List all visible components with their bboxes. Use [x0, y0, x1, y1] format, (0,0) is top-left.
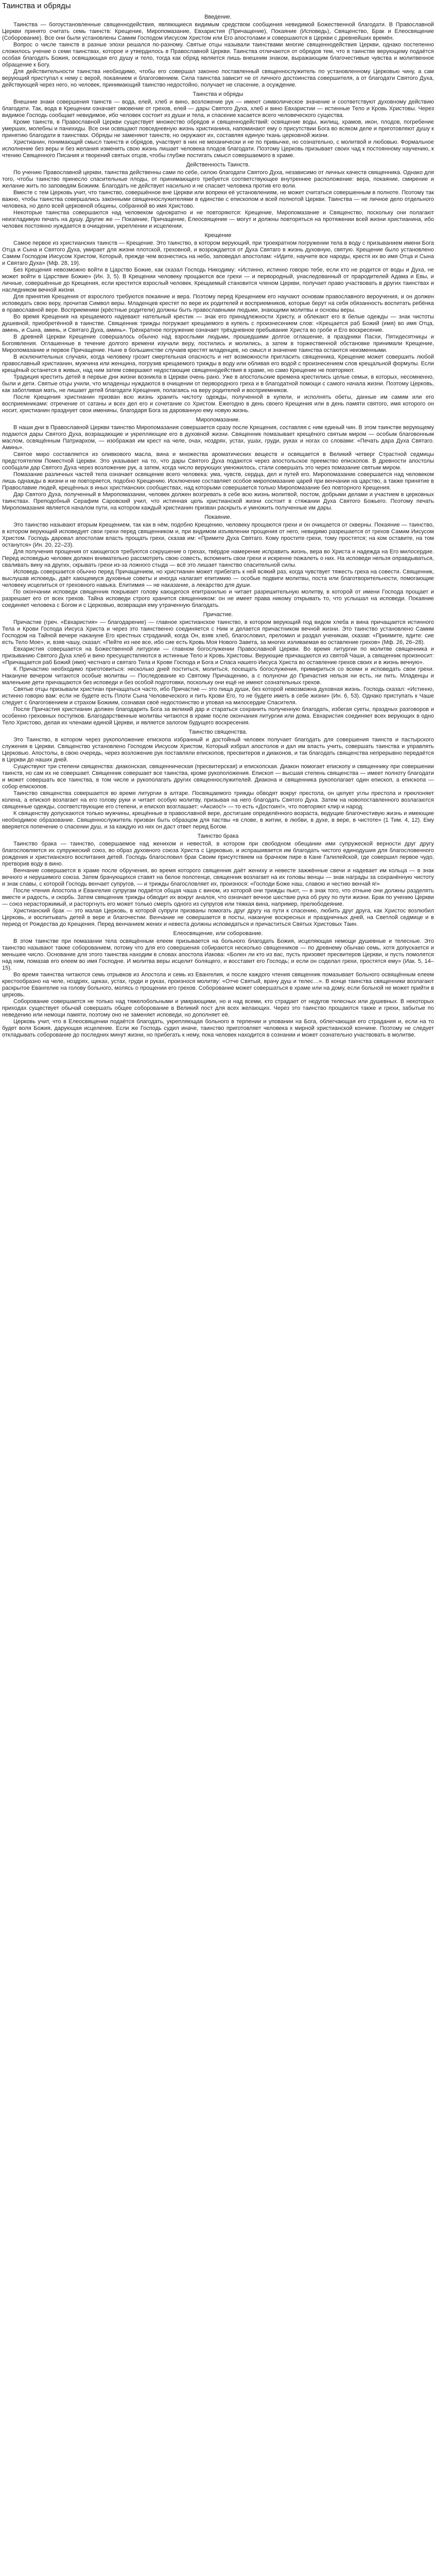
section-title: Действенность Таинств. [186, 162, 250, 168]
paragraph: К Причастию необходимо приготовиться: несколько дней поститься, молиться, посещать богослужения, примириться со всеми и исповедать свои грехи. Накануне вечером читаются особые молитвы — Последование ко Святому Причащению, а с полуночи до Причастия нельзя ни есть, ни пить. Младенцы и маленькие дети причащаются без исповеди и без особой подготовки, поскольку они ещё не имеют сознательных грехов. [2, 666, 434, 686]
paragraph: Существуют три степени священства: диаконская, священническая (пресвитерская) и епископская. Диакон помогает епископу и священнику при совершении таинств, но сам их не совершает. Священник совершает все таинства, кроме рукоположения. Епископ — высшая степень священства — имеет полноту благодати и может совершать все таинства, в том числе и рукополагать других священнослужителей. Диакона и священника рукополагает один епископ, а епископа — собор епископов. [2, 764, 434, 790]
paragraph: Во время таинства читаются семь отрывков из Апостола и семь из Евангелия, и после каждого чтения священник помазывает больного освящённым елеем крестообразно на челе, ноздрях, щеках, устах, груди и руках, произнося молитву: «Отче Святый, врачу душ и телес…». В конце таинства священники возлагают раскрытое Евангелие на голову больного, молясь о прощении его грехов. Соборование может совершаться в храме или на дому, если больной не может прийти в церковь. [2, 972, 434, 998]
paragraph: В этом таинстве при помазании тела освящённым елеем призывается на больного благодать Божия, исцеляющая немощи душевные и телесные. Это таинство называют также соборованием, потому что для его совершения собираются несколько священников — по древнему обычаю семь, хотя допускается и меньшее число. Основание для этого таинства находим в словах апостола Иакова: «Болен ли кто из вас, пусть призовет пресвитеров Церкви, и пусть помолятся над ним, помазав его елеем во имя Господне. И молитва веры исцелит болящего, и восставит его Господь; и если он соделал грехи, простятся ему» (Иак. 5, 14–15). [2, 938, 434, 971]
paragraph: Евхаристия совершается на Божественной литургии — главном богослужении Православной Церкви. Во время литургии по молитве священника и призыванию Святого Духа хлеб и вино пресуществляются в истинные Тело и Кровь Христовы. Верующие причащаются из святой Чаши, а священник произносит: «Причащается раб Божий (имя) честнаго и святаго Тела и Крове Господа и Бога и Спаса нашего Иисуса Христа во оставление грехов своих и в жизнь вечную». [2, 646, 434, 666]
paragraph: Соборование совершается не только над тяжелобольными и умирающими, но и над всеми, кто страдает от недугов телесных или душевных. В некоторых приходах существует обычай совершать общее соборование в Великий пост для всех желающих. Через это таинство прощаются также и грехи, забытые по неведению или немощи памяти, поэтому оно не заменяет исповеди, но дополняет её. [2, 998, 434, 1018]
paragraph: Таинство брака — таинство, совершаемое над женихом и невестой, в котором при свободном обещании ими супружеской верности друг другу благословляется их супружеский союз, во образ духовного союза Христа с Церковью, и испрашивается им благодать чистого единодушия для благословенного рождения и христианского воспитания детей. Господь благословил брак Своим присутствием на брачном пире в Кане Галилейской, где совершил первое чудо, претворив воду в вино. [2, 841, 434, 867]
paragraph: Венчание совершается в храме после обручения, во время которого священник даёт жениху и невесте зажжённые свечи и надевает им кольца — в знак вечного и нерушимого союза. Затем брачующихся ставят на белое полотенце, священник возлагает на их головы венцы — знак награды за сохранённую чистоту и знак славы, с которой Господь венчает супругов, — и трижды благословляет их, произнося: «Господи Боже наш, славою и честию венчай я!» [2, 868, 434, 887]
paragraph: К священству допускаются только мужчины, крещённые в православной вере, достигшие определённого возраста, ведущие благочестивую жизнь и имеющие необходимое образование. Священнослужитель призван быть образцом для паствы «в слове, в житии, в любви, в духе, в вере, в чистоте» (1 Тим. 4, 12). Ему вверяется попечение о спасении душ, и за каждую из них он даст ответ перед Богом. [2, 810, 434, 830]
paragraph: После Причастия христианин должен благодарить Бога за великий дар и стараться сохранить полученную благодать, избегая суеты, праздных разговоров и особенно греховных поступков. Благодарственные молитвы читаются в храме после окончания литургии или дома. Евхаристия соединяет всех верующих в одно Тело Христово, делая их членами единой Церкви, и является залогом будущего воскресения. [2, 706, 434, 726]
paragraph: Традиция крестить детей в первые дни жизни возникла в Церкви очень рано. Уже в апостольские времена крестились целые семьи, в которых, несомненно, были и дети. Святые отцы учили, что младенцы нуждаются в очищении от первородного греха и в благодатной помощи с самого начала жизни. Поэтому Церковь, как заботливая мать, не лишает детей благодати Крещения, полагаясь на веру родителей и восприемников. [2, 374, 434, 394]
paragraph: Без Крещения невозможно войти в Царство Божие, как сказал Господь Никодиму: «Истинно, истинно говорю тебе, если кто не родится от воды и Духа, не может войти в Царствие Божие» (Ин. 3, 5). В Крещении человеку прощаются все грехи — и первородный, унаследованный от прародителей Адама и Евы, и личные, совершённые до Крещения, если крестится взрослый человек. Крещаемый становится членом Церкви, получает право участвовать в других таинствах и наследником вечной жизни. [2, 267, 434, 293]
section-title: Таинство священства. [188, 729, 248, 735]
paragraph: По учению Православной церкви, таинства действенны сами по себе, силою благодати Святого Духа, независимо от личных качеств священника. Однако для того, чтобы таинство принесло спасительные плоды, от принимающего требуется соответствующее внутреннее расположение: вера, покаяние, смирение и желание жить по заповедям Божиим. Благодать не действует насильно и не спасает человека против его воли. [2, 170, 434, 189]
paragraph: Христианский брак — это малая Церковь, в которой супруги призваны помогать друг другу на пути к спасению, любить друг друга, как Христос возлюбил Церковь, и воспитывать детей в вере и благочестии. Венчание не совершается в посты, накануне воскресных и праздничных дней, на Светлой седмице и в период от Рождества до Крещения. Перед венчанием жених и невеста должны исповедаться и причаститься Святых Христовых Таин. [2, 908, 434, 927]
paragraph: Помазание различных частей тела означает освящение всего человека: ума, чувств, сердца, дел и путей его. Миропомазание совершается над человеком лишь однажды в жизни и не повторяется, подобно Крещению. Исключение составляет особое миропомазание царей при венчании на царство, а также принятие в Православие людей, крещённых в иных христианских сообществах, над которыми совершается только Миропомазание без повторного Крещения. [2, 471, 434, 491]
article-body [2, 13, 434, 1039]
paragraph: Таинство священства совершается во время литургии в алтаре. Посвящаемого трижды обводят вокруг престола, он целует углы престола и преклоняет колена, а епископ возлагает на его голову руки и читает особую молитву, призывая на него благодать Святого Духа. Затем на новопоставленного возлагаются священные одежды, соответствующие его степени, и епископ возглашает: «Аксиос!» — то есть «Достоин!», что повторяют клир и народ. [2, 790, 434, 810]
paragraph: В наши дни в Православной Церкви таинство Миропомазания совершается сразу после Крещения, составляя с ним единый чин. В этом таинстве верующему подаются дары Святого Духа, возращающие и укрепляющие его в духовной жизни. Священник помазывает крещёного святым миром — особым благовонным маслом, освящённым Патриархом, — изображая им крест на челе, очах, ноздрях, устах, ушах, груди, руках и ногах со словами: «Печать дара Духа Святаго. Аминь». [2, 425, 434, 451]
paragraph: Для действительности таинства необходимо, чтобы его совершал законно поставленный священнослужитель по установленному Церковью чину, а сам верующий приступал к нему с верой, покаянием и благоговением. Сила таинства зависит не от личного достоинства совершителя, а от благодати Святого Духа, действующей через него, но человек, принимающий таинство недостойно, получает не спасение, а осуждение. [2, 69, 434, 88]
paragraph: Для получения прощения от кающегося требуются сокрушение о грехах, твёрдое намерение исправить жизнь, вера во Христа и надежда на Его милосердие. Перед исповедью человек должен внимательно рассмотреть свою совесть, вспомнить свои грехи и искренне пожалеть о них. На исповеди нельзя оправдываться, сваливать вину на других, скрывать грехи из-за ложного стыда — всё это лишает таинство спасительной силы. [2, 549, 434, 568]
paragraph: Таинства — богоустановленные священнодействия, являющиеся видимым средством сообщения невидимой Божественной благодати. В Православной Церкви принято считать семь таинств: Крещение, Миропомазание, Евхаристия (Причащение), Покаяние (Исповедь), Священство, Брак и Елеосвящение (Соборование). Все они были установлены Самим Господом Иисусом Христом или Его апостолами и совершаются в Церкви с древнейших времён. [2, 22, 434, 41]
paragraph: После Крещения христианин призван всю жизнь хранить чистоту одежды, полученной в купели, и исполнять обеты, данные им самим или его восприемниками: отречение от сатаны и всех дел его и сочетание со Христом. Ежегодно в день своего Крещения или в день памяти святого, имя которого он носит, христианин празднует свои именины, благодаря Бога за дарованную ему новую жизнь. [2, 394, 434, 414]
paragraph: Внешние знаки совершения таинств — вода, елей, хлеб и вино, возложение рук — имеют символическое значение и соответствуют духовному действию благодати. Так, вода в Крещении означает омовение от грехов, елей — дары Святого Духа, хлеб и вино Евхаристии — истинные Тело и Кровь Христовы. Через видимое Господь сообщает невидимое, ибо человек состоит из души и тела, и спасение касается всего человеческого существа. [2, 99, 434, 118]
section-title: Покаяние. [204, 514, 232, 520]
paragraph: Святое миро составляется из оливкового масла, вина и множества ароматических веществ и освящается в Великий четверг Страстной седмицы предстоятелем Поместной Церкви. Это указывает на то, что дары Святого Духа подаются через апостольское преемство епископов. В древности апостолы сообщали дар Святого Духа через возложение рук, а затем, когда число верующих умножилось, стали совершать это через помазание святым миром. [2, 451, 434, 471]
paragraph: Во время Крещения на крещаемого надевают нательный крестик — знак его принадлежности Христу, и облекают его в белые одежды — знак чистоты душевной, приобретённой в таинстве. Священник трижды погружает крещаемого в купель с произнесением слов: «Крещается раб Божий (имя) во имя Отца, аминь, и Сына, аминь, и Святаго Духа, аминь». Трёхкратное погружение означает трёхдневное пребывание Христа во гробе и Его воскресение. [2, 314, 434, 333]
section-title: Елеосвящение, или соборование. [173, 930, 263, 937]
paragraph: Дар Святого Духа, полученный в Миропомазании, человек должен возгревать в себе всю жизнь молитвой, постом, добрыми делами и участием в церковных таинствах. Преподобный Серафим Саровский учил, что истинная цель христианской жизни состоит в стяжании Духа Святого Божьего. Поэтому печать Миропомазания является началом пути, на котором каждый христианин призван раскрыть и умножить полученные им дары. [2, 492, 434, 511]
section-title: Таинства и обряды [193, 91, 243, 97]
page [0, 0, 436, 1045]
paragraph: Самое первое из христианских таинств — Крещение. Это таинство, в котором верующий, при троекратном погружении тела в воду с призыванием имени Бога Отца и Сына и Святого Духа, умирает для жизни плотской, греховной, и возрождается от Духа Святаго в жизнь духовную, святую. Крещение было установлено Самим Господом Иисусом Христом, Который, прежде чем вознестись на небо, заповедал апостолам: «Идите, научите все народы, крестя их во имя Отца и Сына и Святаго Духа» (Мф. 28, 19). [2, 240, 434, 266]
paragraph: Это таинство называют вторым Крещением, так как в нём, подобно Крещению, человеку прощаются грехи и он очищается от скверны. Покаяние — таинство, в котором верующий исповедует свои грехи перед священником и, при видимом изъявлении прощения от него, невидимо разрешается от грехов Самим Иисусом Христом. Господь даровал апостолам власть прощать грехи, сказав им: «Примите Духа Святаго. Кому простите грехи, тому простятся; на ком оставите, на том останутся» (Ин. 20, 22–23). [2, 522, 434, 548]
paragraph: По окончании исповеди священник покрывает голову кающегося епитрахилью и читает разрешительную молитву, в которой от имени Господа прощает и разрешает его от всех грехов. Тайна исповеди строго хранится священником: он не имеет права никому открывать то, что услышал на исповеди. Покаяние соединяет человека с Богом и с Церковью, возвращая ему утраченную благодать. [2, 589, 434, 608]
section-title: Причастие. [203, 612, 233, 618]
paragraph: Христианин, понимающий смысл таинств и обрядов, участвует в них не механически и не по привычке, но сознательно, с молитвой и любовью. Формальное исполнение без веры и без желания изменить свою жизнь лишает человека плодов благодати. Поэтому Церковь призывает своих чад к постоянному научению, к чтению Священного Писания и творений святых отцов, чтобы глубже постигать смысл совершаемого в храме. [2, 139, 434, 159]
paragraph: Церковь учит, что в Елеосвящении подаётся благодать, укрепляющая больного в терпении и уповании на Бога, облегчающая его страдания и, если на то будет воля Божия, дарующая исцеление. Если же Господь судил иначе, таинство приготовляет человека к мирной христианской кончине. Поэтому не следует откладывать соборование до последних минут жизни, но прибегать к нему, пока человек находится в сознании и может сознательно участвовать в молитве. [2, 1019, 434, 1038]
section-title: Таинство брака [197, 833, 239, 839]
paragraph: Причастие (греч. «Евхаристия» — благодарение) — главное христианское таинство, в котором верующий под видом хлеба и вина причащается истинного Тела и Крови Господа Иисуса Христа и через это таинственно соединяется с Ним и делается причастником вечной жизни. Это таинство установлено Самим Господом на Тайной вечере накануне Его крестных страданий, когда Он, взяв хлеб, благословил, преломил и раздал ученикам, сказав: «Приимите, ядите: сие есть Тело Мое», и, взяв чашу, сказал: «Пейте из нее все, ибо сие есть Кровь Моя Нового Завета, за многих изливаемая во оставление грехов» (Мф. 26, 26–28). [2, 619, 434, 646]
section-title: Введение. [204, 14, 232, 20]
paragraph: Для принятия Крещения от взрослого требуются покаяние и вера. Поэтому перед Крещением его научают основам православного вероучения, и он должен исповедать свою веру, прочитав Символ веры. Младенцев крестят по вере их родителей и восприемников, которые берут на себя обязанность воспитать ребёнка в православной вере. Восприемники (крёстные родители) должны быть православными людьми, знающими молитвы и основы веры. [2, 294, 434, 313]
section-title: Крещение [204, 232, 232, 239]
section-title: Миропомазание. [196, 417, 240, 423]
paragraph: Святые отцы призывали христиан причащаться часто, ибо Причастие — это пища души, без которой невозможна духовная жизнь. Господь сказал: «Истинно, истинно говорю вам: если не будете есть Плоти Сына Человеческого и пить Крови Его, то не будете иметь в себе жизни» (Ин. 6, 53). Однако приступать к Чаше следует с благоговением и страхом Божиим, сознавая своё недостоинство и уповая на милосердие Спасителя. [2, 686, 434, 706]
paragraph: Кроме таинств, в Православной Церкви существует множество обрядов и священнодействий: освящение воды, жилищ, храмов, икон, плодов, погребение умерших, молебны и панихиды. Все они освящают повседневную жизнь христианина, напоминают ему о присутствии Бога во всяком деле и приготовляют душу к принятию благодати в таинствах. Обряды не заменяют таинств, но окружают их, составляя единую ткань церковной жизни. [2, 119, 434, 139]
paragraph: В древней Церкви Крещение совершалось обычно над взрослыми людьми, прошедшими долгое оглашение, в праздники Пасхи, Пятидесятницы и Богоявления. Оглашенные в течение долгого времени изучали веру, постились и молились, а затем в торжественной обстановке принимали Крещение, Миропомазание и первое Причащение. Ныне в большинстве случаев крестят младенцев, но смысл и значение таинства остаются неизменными. [2, 334, 434, 353]
page-title: Таинства и обряды [2, 2, 71, 10]
paragraph: Это Таинство, в котором через рукоположение епископа избранный и достойный человек получает благодать для совершения таинств и пастырского служения в Церкви. Священство установлено Господом Иисусом Христом, Который избрал апостолов и дал им власть учить, совершать таинства и управлять Церковью. Апостолы, в свою очередь, через возложение рук поставляли епископов, пресвитеров и диаконов, и так благодать священства непрерывно передаётся в Церкви до наших дней. [2, 737, 434, 763]
paragraph: После чтения Апостола и Евангелия супругам подаётся общая чаша с вином, из которой они трижды пьют, — в знак того, что отныне они должны разделять вместе и радость, и скорбь. Затем священник трижды обводит их вокруг аналоя, что означает вечное шествие рука об руку по пути жизни. Брак по учению Церкви — союз нерасторжимый, и расторгнуть его может только смерть одного из супругов или тяжкая вина, например, прелюбодеяние. [2, 888, 434, 907]
paragraph: Вопрос о числе таинств в разные эпохи решался по-разному. Святые отцы называли таинствами многие священнодействия Церкви, однако постепенно сложилось учение о семи таинствах, которое и утвердилось в Православной Церкви. Таинства отличаются от обрядов тем, что в таинстве верующему подаётся особая благодать Божия, освящающая его душу и тело, тогда как обряд является лишь внешним знаком, выражающим благочестивые чувства и молитвенное обращение к Богу. [2, 42, 434, 68]
paragraph: Вместе с тем Церковь учит, что таинство, совершённое вне Церкви или вопреки её установлениям, не может считаться совершенным в полноте. Поэтому так важно, чтобы таинства совершались законными священнослужителями в единстве с епископом и всей полнотой Церкви. Таинства — не личное дело отдельного человека, но дело всей церковной общины, собранной во имя Христово. [2, 190, 434, 209]
paragraph: В исключительных случаях, когда человеку грозит смертельная опасность и нет возможности пригласить священника, Крещение может совершить любой православный христианин, мужчина или женщина, погрузив крещаемого трижды в воду или обливая его водой с произнесением слов крещальной формулы. Если крещёный останется в живых, над ним затем совершают недостающие священнодействия в храме, но само Крещение не повторяют. [2, 354, 434, 374]
paragraph: Некоторые таинства совершаются над человеком однократно и не повторяются: Крещение, Миропомазание и Священство, поскольку они полагают неизгладимую печать на душу. Другие же — Покаяние, Причащение, Елеосвящение — могут и должны повторяться на протяжении всей жизни христианина, ибо человек постоянно нуждается в очищении, укреплении и исцелении. [2, 210, 434, 229]
paragraph: Исповедь совершается обычно перед Причащением, но христианин может прибегать к ней всякий раз, когда чувствует тяжесть греха на совести. Священник, выслушав исповедь, даёт кающемуся духовные советы и иногда налагает епитимию — особые подвиги молитвы, поста или благотворительности, помогающие человеку исцелиться от греховного навыка. Епитимия — не наказание, а лекарство для души. [2, 569, 434, 588]
